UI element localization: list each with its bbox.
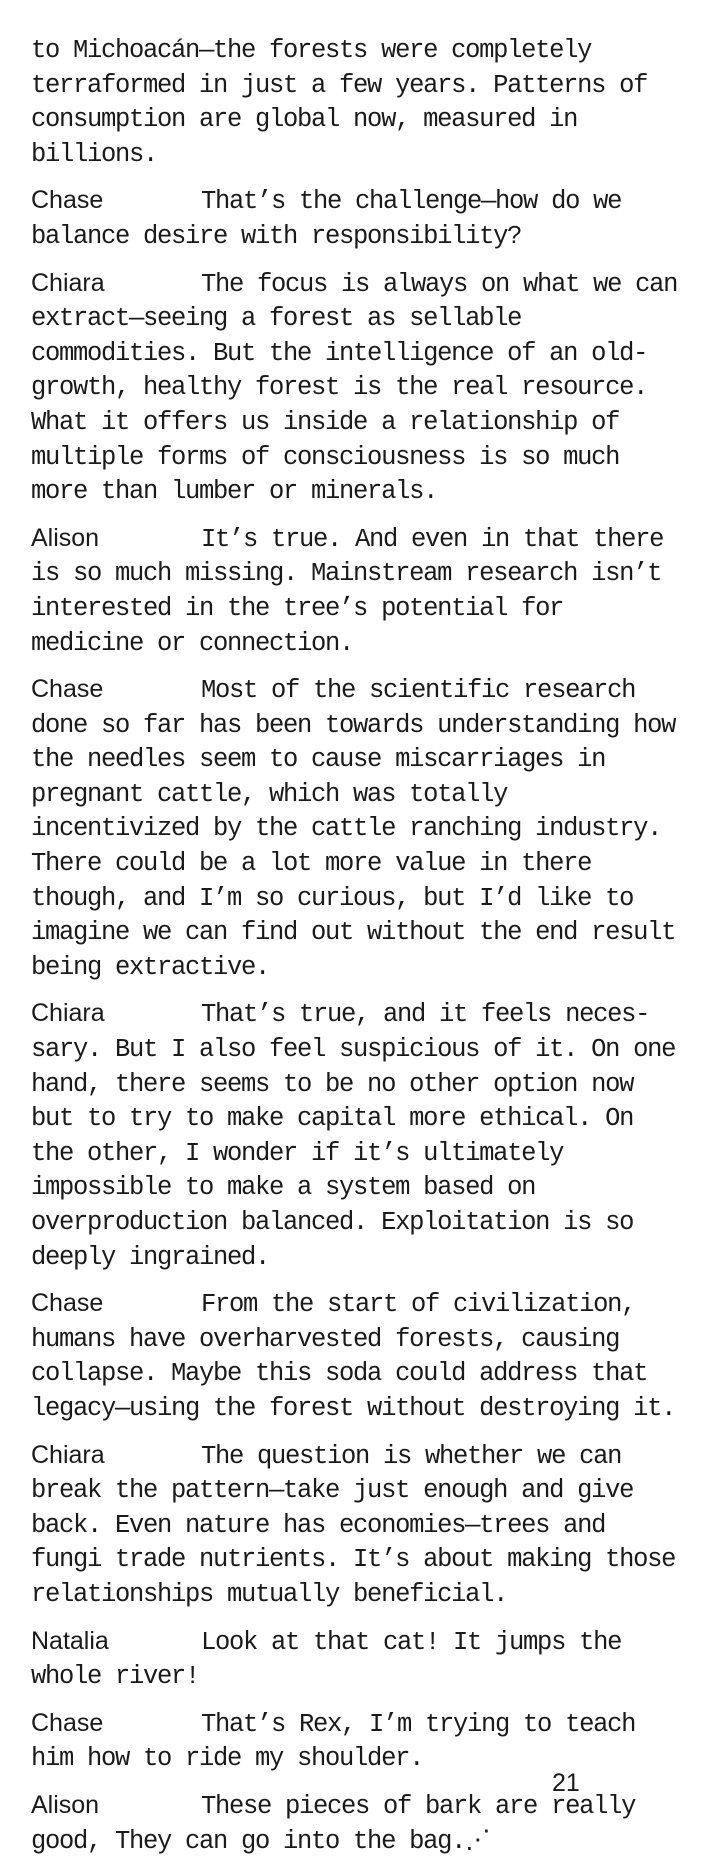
page-number: 21 — [552, 1769, 580, 1797]
dialogue-text: It’s true. And even in that there is so much missing. Mainstream research isn’t interested in the tree’s potential for medicine or connection. — [31, 524, 664, 658]
dialogue-text: Look at that cat! It jumps the whole river! — [31, 1627, 622, 1692]
speaker-name: Chiara — [31, 1440, 105, 1469]
dialogue-text: The focus is always on what we can extract—seeing a forest as sellable commodities. But the intelligence of an old-growth, healthy forest is the real resource. What it offers us inside a relationship of multiple forms of consciousness is so much more than lumber or minerals. — [31, 269, 678, 507]
dialogue-text: That’s Rex, I’m trying to teach him how to ride my shoulder. — [31, 1709, 636, 1774]
dialogue-line — [31, 1706, 679, 1777]
dialogue-line — [31, 183, 679, 254]
speaker-name: Chase — [31, 675, 104, 704]
speaker-name: Alison — [31, 523, 100, 552]
dialogue-text: That’s the challenge—how do we balance desire with responsibility? — [31, 187, 622, 251]
dialogue-line — [31, 1624, 679, 1695]
dialogue-line — [31, 1788, 679, 1859]
speaker-name: Chase — [31, 186, 104, 215]
speaker-name: Chiara — [31, 999, 105, 1028]
speaker-name: Natalia — [31, 1626, 109, 1655]
dialogue-text: That’s true, and it feels necessary. But I also feel suspicious of it. On one hand, there seems to be no other option now but to try to make capital more ethical. On the other, I wonder if it’s ultimately impossible to make a system based on overproduction balanced. Exploitation is so deeply ingrained. — [31, 1000, 676, 1272]
speaker-name: Chiara — [31, 268, 105, 297]
dialogue-line — [31, 1286, 679, 1426]
dialogue-line — [31, 672, 679, 985]
dialogue-line — [31, 996, 679, 1275]
dialogue-text: These pieces of bark are really good, They can go into the bag.⋰ — [31, 1791, 636, 1856]
dialogue-text: The question is whether we can break the pattern—take just enough and give back. Even nature has economies—trees and fungi trade nutrients. It’s about making those relationships mutually beneficial. — [31, 1441, 676, 1609]
speaker-name: Alison — [31, 1790, 100, 1819]
dialogue-line — [31, 1438, 679, 1613]
transcript-page — [31, 34, 679, 1870]
speaker-name: Chase — [31, 1289, 104, 1318]
speaker-name: Chase — [31, 1708, 104, 1737]
dialogue-text: From the start of civilization, humans have overharvested forests, causing collapse. Maybe this soda could address that legacy—using the forest without destroying it. — [31, 1290, 676, 1423]
dialogue-line — [31, 521, 679, 661]
dialogue-line — [31, 266, 679, 510]
lead-paragraph: to Michoacán—the forests were completely terraformed in just a few years. Patterns of consumption are global now, measured in billions. — [31, 36, 648, 169]
dialogue-text: Most of the scientific research done so far has been towards understanding how the needles seem to cause miscarriages in pregnant cattle, which was totally incentivized by the cattle ranching industry. There could be a lot more value in there though, and I’m so curious, but I’d like to imagine we can find out without the end result being extractive. — [31, 676, 676, 982]
